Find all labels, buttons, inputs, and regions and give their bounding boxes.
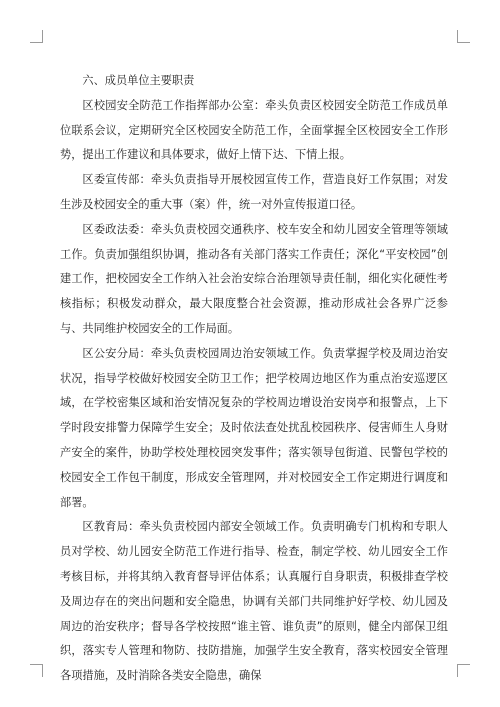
document-body bbox=[60, 69, 448, 689]
paragraph-public-security-bureau: 区公安分局：牵头负责校园周边治安领域工作。负责掌握学校及周边治安状况，指导学校做好校园安全防卫工作；把学校周边地区作为重点治安巡逻区域，在学校密集区域和治安情况复杂的学校周边增设治安岗亭和报警点，上下学时段安排警力保障学生安全；及时依法查处扰乱校园秩序、侵害师生人身财产安全的案件，协助学校处理校园突发事件；落实领导包街道、民警包学校的校园安全工作包干制度，形成安全管理网，并对校园安全工作定期进行调度和部署。 bbox=[60, 346, 448, 509]
section-heading: 六、成员单位主要职责 bbox=[82, 74, 195, 87]
paragraph-command-office: 区校园安全防范工作指挥部办公室：牵头负责区校园安全防范工作成员单位联系会议，定期研究全区校园安全防范工作，全面掌握全区校园安全工作形势，提出工作建议和具体要求，做好上情下达、下情上报。 bbox=[60, 98, 448, 162]
paragraph-publicity-department: 区委宣传部：牵头负责指导开展校园宣传工作，营造良好工作氛围；对发生涉及校园安全的重大事（案）件，统一对外宣传报道口径。 bbox=[60, 173, 448, 211]
paragraph-political-legal-committee: 区委政法委：牵头负责校园交通秩序、校车安全和幼儿园安全管理等领域工作。负责加强组织协调，推动各有关部门落实工作责任；深化“平安校园”创建工作，把校园安全工作纳入社会治安综合治理领导责任制，细化实化硬性考核指标；积极发动群众，最大限度整合社会资源，推动形成社会各界广泛参与、共同维护校园安全的工作局面。 bbox=[60, 222, 448, 335]
crop-mark-bottom-left bbox=[30, 664, 43, 677]
crop-mark-top-right bbox=[457, 30, 470, 43]
crop-mark-bottom-right bbox=[457, 664, 470, 677]
paragraph-education-bureau: 区教育局：牵头负责校园内部安全领域工作。负责明确专门机构和专职人员对学校、幼儿园安全防范工作进行指导、检查，制定学校、幼儿园安全工作考核目标，并将其纳入教育督导评估体系；认真履行自身职责，积极排查学校及周边存在的突出问题和安全隐患，协调有关部门共同维护好学校、幼儿园及周边的治安秩序；督导各学校按照“谁主管、谁负责”的原则，健全内部保卫组织，落实专人管理和物防、技防措施，加强学生安全教育，落实校园安全管理各项措施，及时消除各类安全隐患，确保 bbox=[60, 520, 448, 683]
crop-mark-top-left bbox=[30, 30, 43, 43]
